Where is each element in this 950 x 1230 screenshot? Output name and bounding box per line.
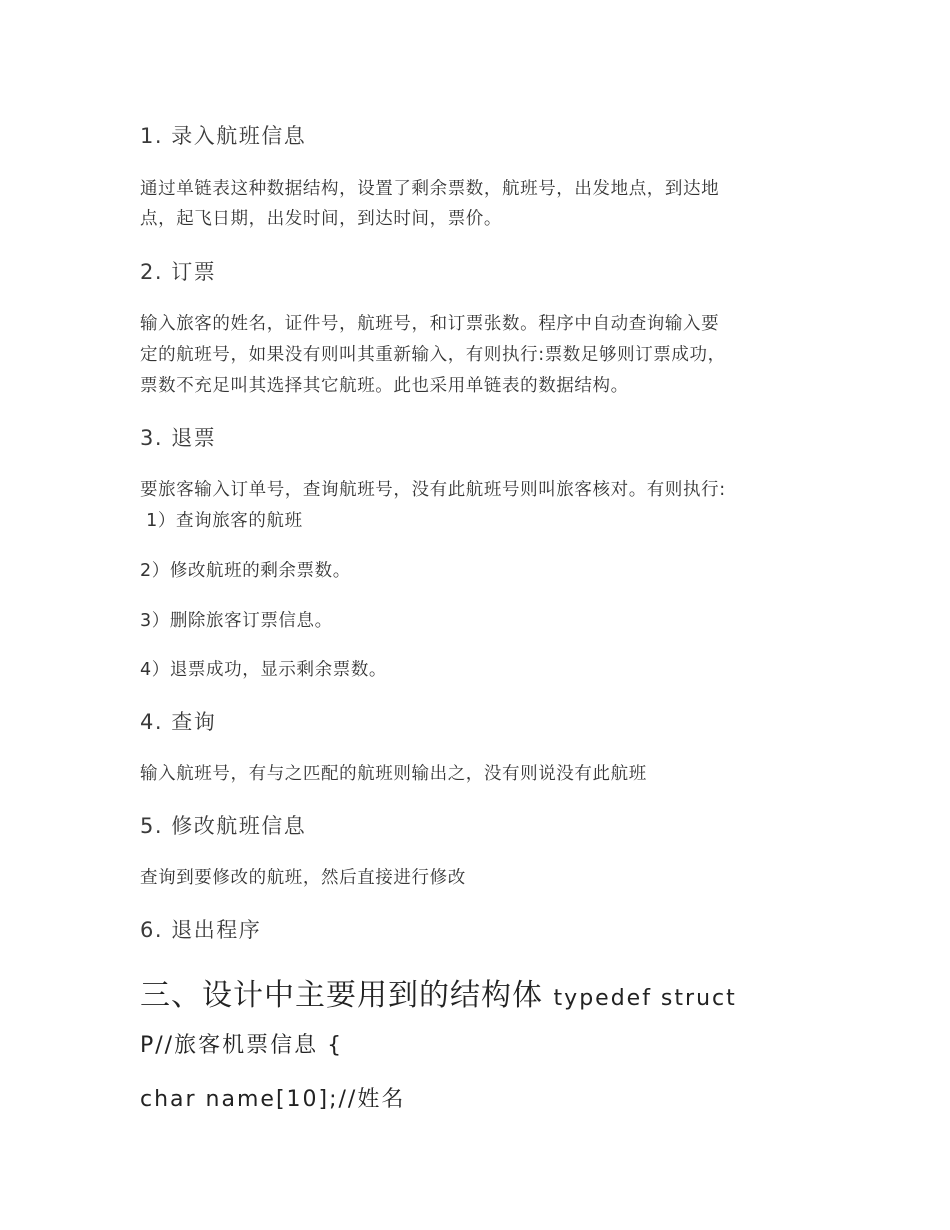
- section-4-text-line-1: 输入航班号，有与之匹配的航班则输出之，没有则说没有此航班: [140, 764, 647, 784]
- section-2-title: 2. 订票: [140, 260, 217, 284]
- chapter-heading-latin: typedef struct: [553, 986, 737, 1011]
- section-1-text-line-2: 点，起飞日期，出发时间，到达时间，票价。: [140, 209, 502, 229]
- section-3-title: 3. 退票: [140, 426, 217, 450]
- section-5-text-line-1: 查询到要修改的航班，然后直接进行修改: [140, 868, 466, 888]
- section-1-text-line-1: 通过单链表这种数据结构，设置了剩余票数，航班号，出发地点，到达地: [140, 179, 720, 199]
- section-3-list-item-2: 2）修改航班的剩余票数。: [140, 561, 351, 581]
- chapter-heading-cn: 三、设计中主要用到的结构体: [140, 978, 543, 1013]
- section-3-list-item-3: 3）删除旅客订票信息。: [140, 611, 333, 631]
- section-1-title: 1. 录入航班信息: [140, 124, 307, 148]
- section-5-title: 5. 修改航班信息: [140, 814, 307, 838]
- chapter-heading: [140, 970, 737, 1014]
- section-2-text-line-3: 票数不充足叫其选择其它航班。此也采用单链表的数据结构。: [140, 376, 629, 396]
- code-line-1: P//旅客机票信息 {: [140, 1033, 344, 1058]
- section-2-text-line-1: 输入旅客的姓名，证件号，航班号，和订票张数。程序中自动查询输入要: [140, 314, 720, 334]
- section-6-title: 6. 退出程序: [140, 918, 262, 942]
- code-line-2: char name[10];//姓名: [140, 1087, 406, 1112]
- section-2-text-line-2: 定的航班号，如果没有则叫其重新输入，有则执行:票数足够则订票成功，: [140, 345, 726, 365]
- section-4-title: 4. 查询: [140, 710, 217, 734]
- section-3-text-line-1: 要旅客输入订单号，查询航班号，没有此航班号则叫旅客核对。有则执行:: [140, 480, 726, 500]
- section-3-list-item-1: 1）查询旅客的航班: [140, 511, 303, 531]
- section-3-list-item-4: 4）退票成功，显示剩余票数。: [140, 660, 388, 680]
